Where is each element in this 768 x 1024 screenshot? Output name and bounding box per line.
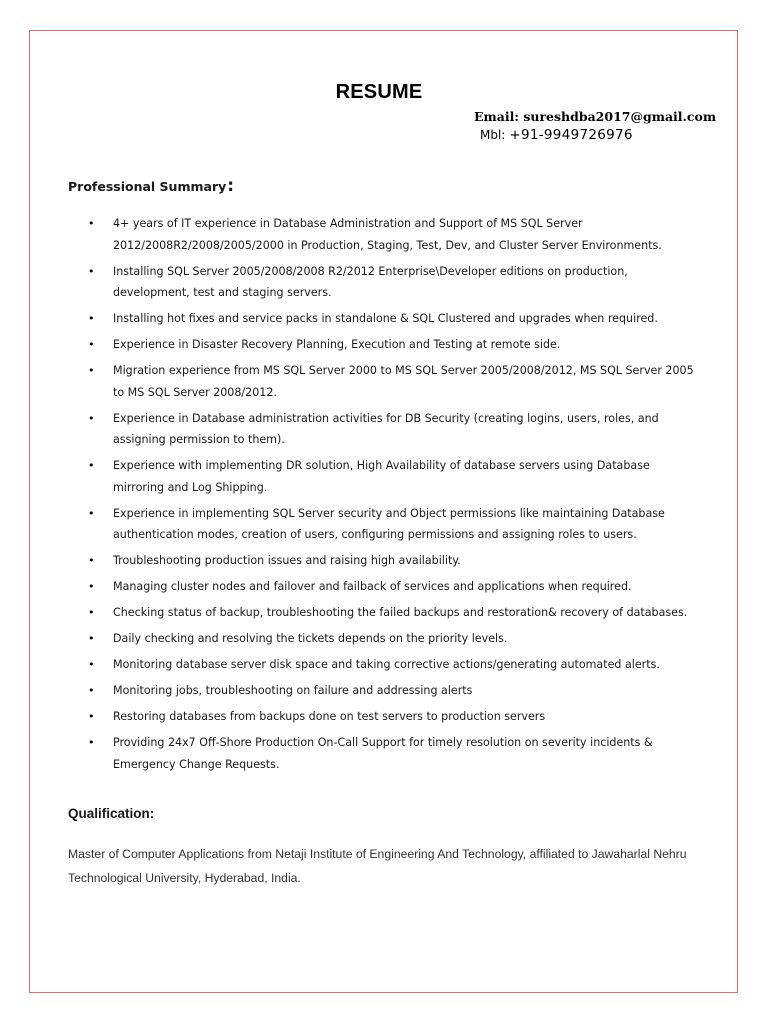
email-text: Email: sureshdba2017@gmail.com [474, 109, 717, 124]
summary-item: • Experience in Disaster Recovery Planning, Execution and Testing at remote side. [82, 334, 702, 356]
summary-item: • Managing cluster nodes and failover and failback of services and applications when required. [82, 576, 702, 598]
summary-heading-text: Professional Summary [68, 179, 227, 194]
summary-item: • Experience in Database administration activities for DB Security (creating logins, users, roles, and assigning permission to them). [82, 408, 702, 451]
resume-title: RESUME [335, 81, 423, 103]
summary-item: • Monitoring jobs, troubleshooting on failure and addressing alerts [82, 680, 702, 702]
summary-list [82, 213, 702, 780]
professional-summary-heading [68, 176, 234, 196]
summary-item: • Providing 24x7 Off-Shore Production On-Call Support for timely resolution on severity incidents & Emergency Change Requests. [82, 732, 702, 775]
summary-item: • Migration experience from MS SQL Server 2000 to MS SQL Server 2005/2008/2012, MS SQL Server 2005 to MS SQL Server 2008/2012. [82, 360, 702, 403]
contact-block [474, 108, 716, 145]
qualification-text: Master of Computer Applications from Netaji Institute of Engineering And Technology, affiliated to Jawaharlal Nehru Technological University, Hyderabad, India. [68, 847, 687, 885]
summary-heading-colon: : [227, 176, 235, 196]
summary-item: • Installing hot fixes and service packs in standalone & SQL Clustered and upgrades when required. [82, 308, 702, 330]
summary-item: • Restoring databases from backups done on test servers to production servers [82, 706, 702, 728]
summary-item: • Experience in implementing SQL Server security and Object permissions like maintaining Database authentication modes, creation of users, configuring permissions and assigning roles to users. [82, 503, 702, 546]
summary-item: • 4+ years of IT experience in Database Administration and Support of MS SQL Server 2012/2008R2/2008/2005/2000 in Production, Staging, Test, Dev, and Cluster Server Environments. [82, 213, 702, 256]
mobile-number: +91-9949726976 [509, 127, 633, 143]
summary-item: • Installing SQL Server 2005/2008/2008 R2/2012 Enterprise\Developer editions on production, development, test and staging servers. [82, 261, 702, 304]
mobile-line [480, 125, 716, 145]
summary-item: • Experience with implementing DR solution, High Availability of database servers using Database mirroring and Log Shipping. [82, 455, 702, 498]
mobile-label: Mbl: [480, 128, 506, 142]
summary-item: • Daily checking and resolving the tickets depends on the priority levels. [82, 628, 702, 650]
qualification-heading: Qualification: [68, 806, 155, 821]
summary-item: • Monitoring database server disk space and taking corrective actions/generating automated alerts. [82, 654, 702, 676]
summary-item: • Troubleshooting production issues and raising high availability. [82, 550, 702, 572]
summary-item: • Checking status of backup, troubleshooting the failed backups and restoration& recovery of databases. [82, 602, 702, 624]
